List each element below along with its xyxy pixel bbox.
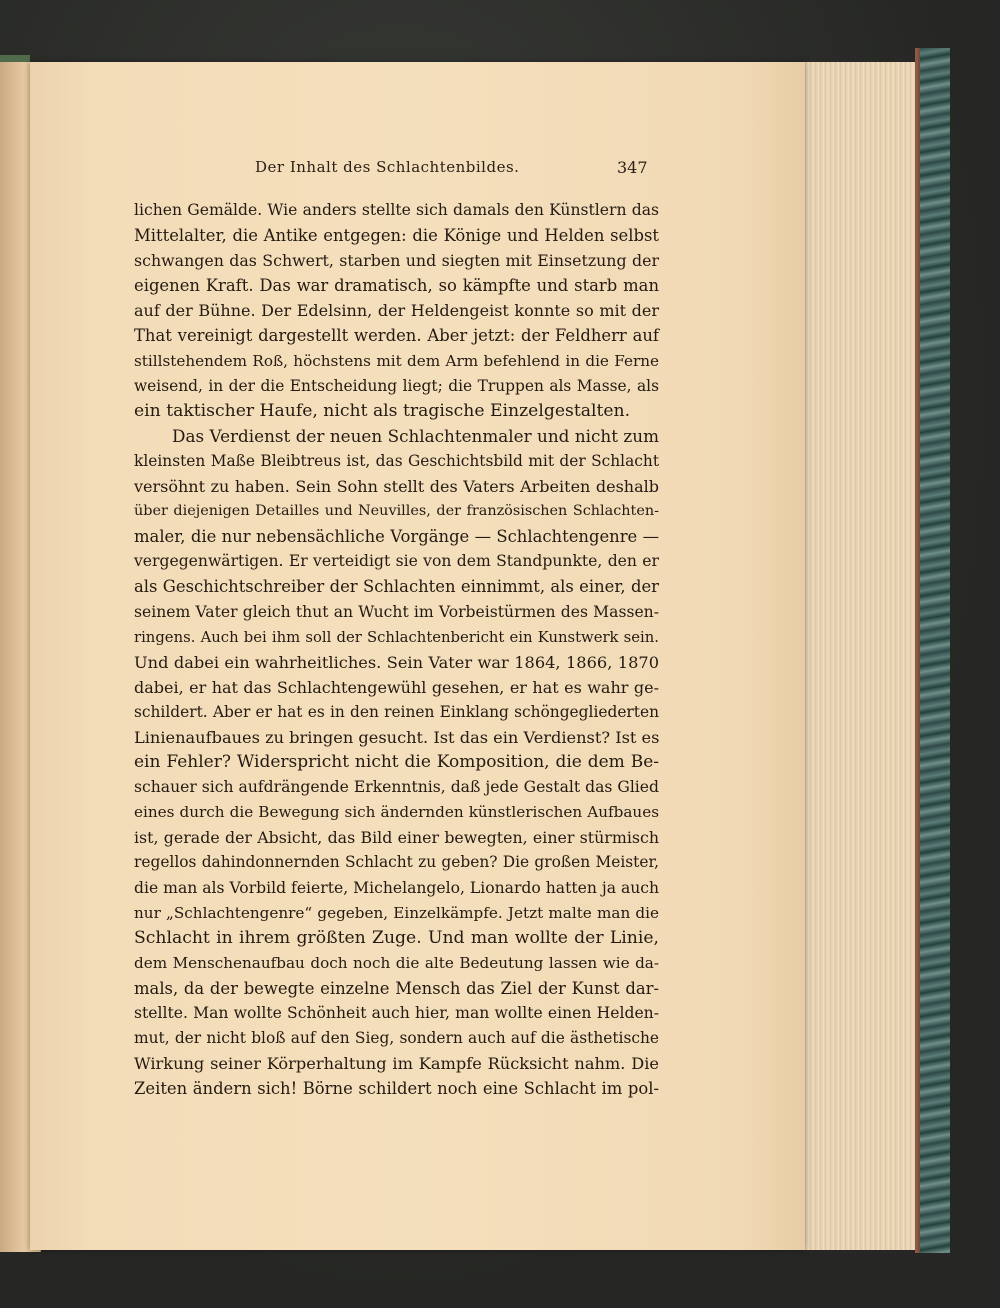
text-line: regellos dahindonnernden Schlacht zu geben? Die großen Meister,: [134, 853, 659, 872]
text-line: mals, da der bewegte einzelne Mensch das Ziel der Kunst dar-: [134, 978, 659, 998]
text-line: nur „Schlachtengenre“ gegeben, Einzelkämpfe. Jetzt malte man die: [134, 903, 659, 922]
text-line: stellte. Man wollte Schönheit auch hier, man wollte einen Helden-: [134, 1004, 659, 1022]
page-stack-edge: [795, 62, 922, 1250]
text-line: kleinsten Maße Bleibtreus ist, das Geschichtsbild mit der Schlacht: [134, 451, 659, 470]
text-line: Wirkung seiner Körperhaltung im Kampfe Rücksicht nahm. Die: [134, 1054, 659, 1074]
text-line: Das Verdienst der neuen Schlachtenmaler und nicht zum: [172, 425, 659, 446]
text-line: als Geschichtschreiber der Schlachten einnimmt, als einer, der: [134, 577, 659, 597]
text-line: seinem Vater gleich thut an Wucht im Vorbeistürmen des Massen-: [134, 602, 659, 621]
text-line: dabei, er hat das Schlachtengewühl gesehen, er hat es wahr ge-: [134, 677, 659, 697]
text-line: versöhnt zu haben. Sein Sohn stellt des Vaters Arbeiten deshalb: [134, 477, 659, 497]
text-line: über diejenigen Detailles und Neuvilles, der französischen Schlachten-: [134, 503, 659, 520]
text-line: Linienaufbaues zu bringen gesucht. Ist das ein Verdienst? Ist es: [134, 727, 660, 747]
text-line: Zeiten ändern sich! Börne schildert noch eine Schlacht im pol-: [134, 1079, 659, 1099]
text-line: ist, gerade der Absicht, das Bild einer bewegten, einer stürmisch: [134, 828, 659, 848]
text-line: lichen Gemälde. Wie anders stellte sich damals den Künstlern das: [134, 201, 659, 219]
marbled-cover: [918, 48, 950, 1253]
text-line: maler, die nur nebensächliche Vorgänge — Schlachtengenre —: [134, 527, 659, 547]
text-line: schauer sich aufdrängende Erkenntnis, daß jede Gestalt das Glied: [134, 778, 659, 797]
text-line: Mittelalter, die Antike entgegen: die Könige und Helden selbst: [134, 226, 659, 246]
running-title: Der Inhalt des Schlachtenbildes.: [255, 158, 520, 176]
text-line: eines durch die Bewegung sich ändernden künstlerischen Aufbaues: [134, 803, 659, 822]
text-line: weisend, in der die Entscheidung liegt; die Truppen als Masse, als: [134, 376, 659, 395]
text-line: mut, der nicht bloß auf den Sieg, sondern auch auf die ästhetische: [134, 1029, 659, 1048]
text-line: ein Fehler? Widerspricht nicht die Komposition, die dem Be-: [134, 752, 659, 773]
text-line: vergegenwärtigen. Er verteidigt sie von dem Standpunkte, den er: [134, 552, 659, 571]
text-line: Und dabei ein wahrheitliches. Sein Vater war 1864, 1866, 1870: [134, 652, 659, 672]
text-line: ein taktischer Haufe, nicht als tragische Einzelgestalten.: [134, 400, 631, 421]
text-line: eigenen Kraft. Das war dramatisch, so kämpfte und starb man: [134, 276, 659, 296]
text-line: dem Menschenaufbau doch noch die alte Bedeutung lassen wie da-: [134, 953, 659, 972]
text-line: schildert. Aber er hat es in den reinen Einklang schöngegliederten: [134, 702, 659, 721]
text-line: ringens. Auch bei ihm soll der Schlachtenbericht ein Kunstwerk sein.: [134, 628, 659, 646]
text-line: auf der Bühne. Der Edelsinn, der Heldengeist konnte so mit der: [134, 301, 659, 321]
text-line: schwangen das Schwert, starben und siegten mit Einsetzung der: [134, 251, 659, 271]
page-number: 347: [617, 158, 648, 177]
text-line: die man als Vorbild feierte, Michelangelo, Lionardo hatten ja auch: [134, 878, 660, 897]
body-text: [134, 198, 659, 1101]
text-line: That vereinigt dargestellt werden. Aber jetzt: der Feldherr auf: [134, 326, 659, 346]
text-line: Schlacht in ihrem größten Zuge. Und man wollte der Linie,: [134, 927, 659, 948]
text-line: stillstehendem Roß, höchstens mit dem Arm befehlend in die Ferne: [134, 351, 659, 370]
